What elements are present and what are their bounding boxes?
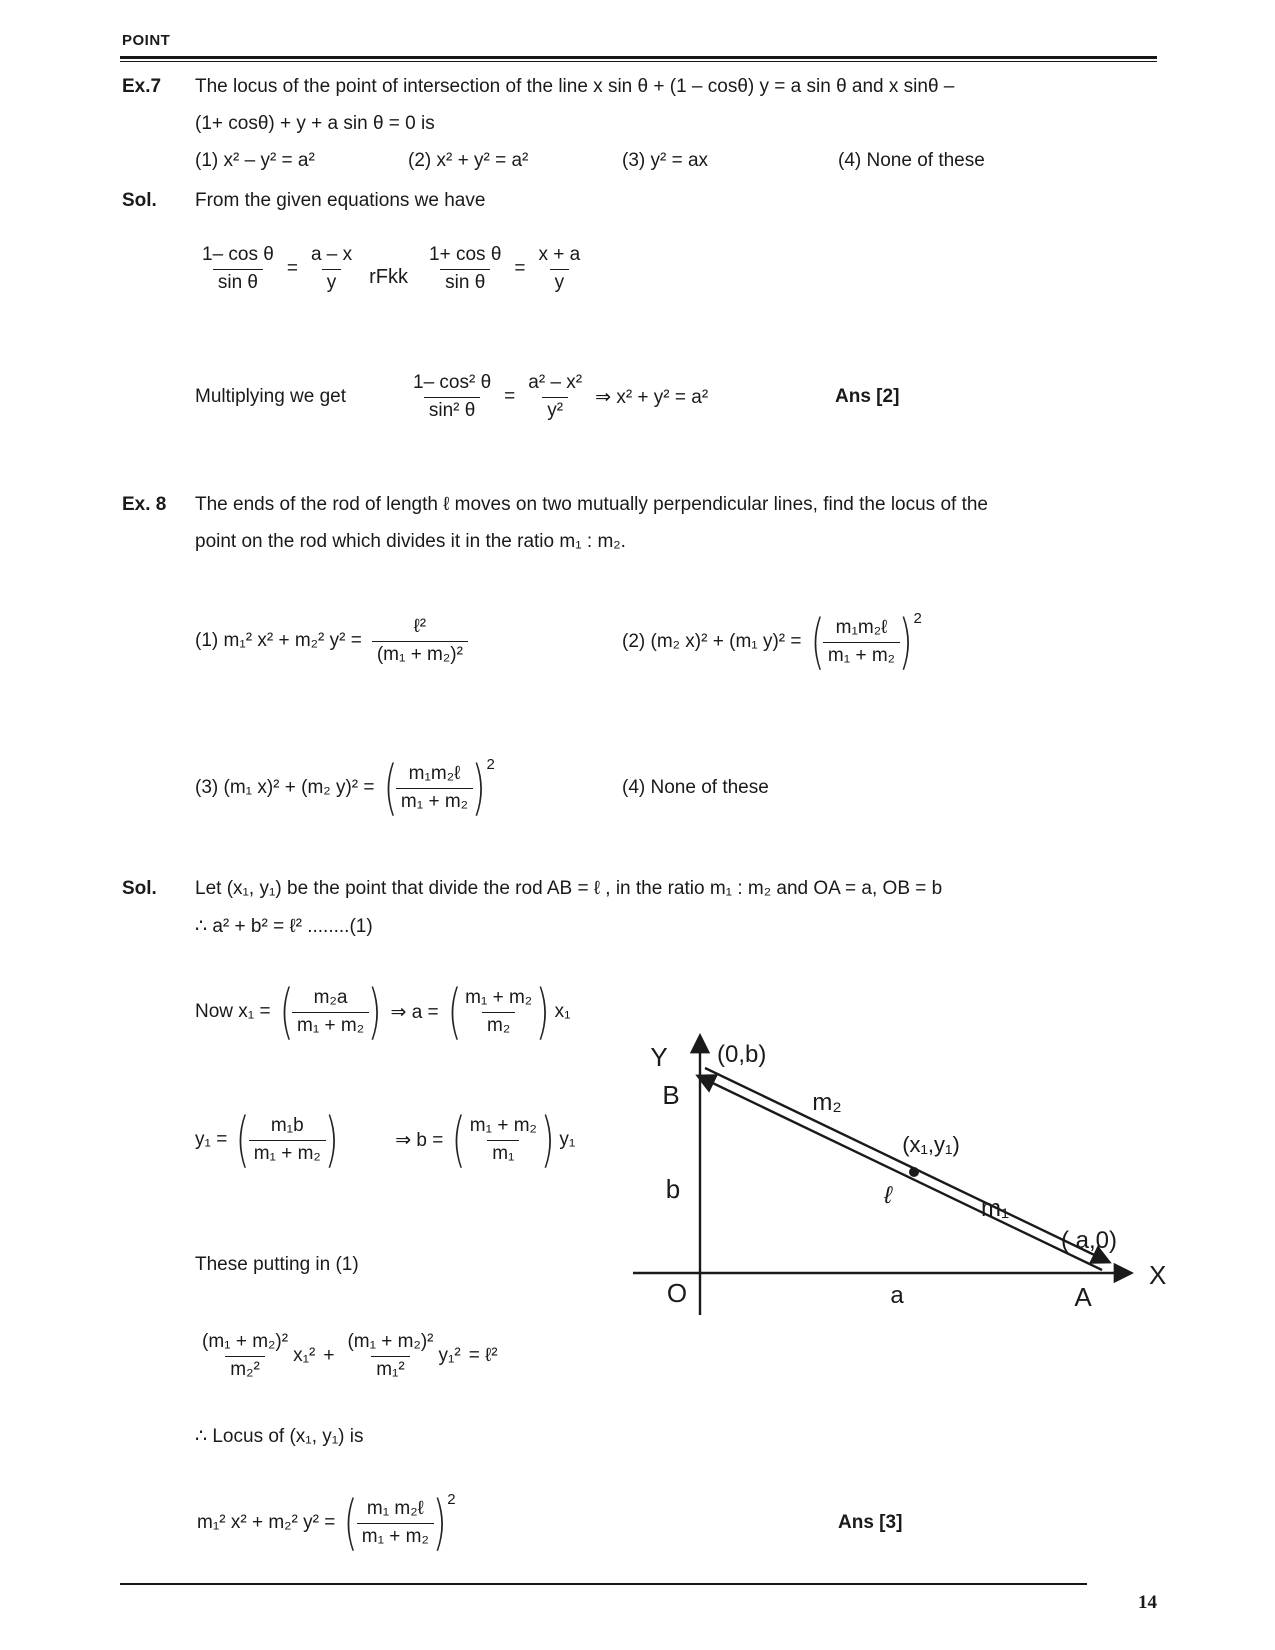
fraction: $\frac{\text{m₁ + m₂}}{\text{m₂}}$ — [465, 987, 533, 1036]
squared-exponent: 2 — [913, 609, 922, 627]
option1-fraction: $\frac{\text{ℓ²}}{\text{(m₁ + m₂)²}}$ — [372, 616, 468, 666]
m2-label: m₂ — [812, 1089, 842, 1116]
ex7-label: Ex.7 — [122, 76, 162, 97]
squared-exponent: 2 — [486, 755, 495, 773]
b-paren-fraction — [452, 1104, 555, 1175]
rod-upper-line — [705, 1068, 1109, 1262]
point-x1y1-dot — [909, 1167, 919, 1177]
x1-lhs: Now x₁ = — [195, 1001, 271, 1022]
ex8-substituted-equation — [197, 1312, 506, 1400]
squared-exponent: 2 — [447, 1490, 456, 1508]
y1-factor: y₁ — [559, 1129, 576, 1150]
fraction-1mcos2-over-sin2: $\frac{\text{1– cos² θ}}{\text{sin² θ}}$ — [413, 372, 492, 421]
point-x1y1-label: (x₁,y₁) — [902, 1132, 960, 1157]
page-number: 14 — [1138, 1592, 1157, 1613]
ex8-equation-x1 — [195, 968, 571, 1056]
right-paren: ) — [898, 606, 913, 677]
ex8-locus-text: ∴ Locus of (x₁, y₁) is — [195, 1426, 364, 1447]
fraction: $\frac{\text{m₁ m₂ℓ}}{\text{m₁ + m₂}}$ — [357, 1498, 434, 1548]
length-b-label: b — [665, 1174, 681, 1204]
ex7-mult-text: Multiplying we get — [195, 386, 347, 407]
fraction: $\frac{\text{m₂a}}{\text{m₁ + m₂}}$ — [292, 987, 369, 1037]
right-paren: ) — [367, 976, 382, 1047]
a-paren-fraction — [447, 976, 550, 1047]
ex8-option-4: (4) None of these — [622, 777, 769, 798]
fraction: $\frac{\text{m₁ + m₂}}{\text{m₁}}$ — [469, 1115, 537, 1164]
ex8-putting-text: These putting in (1) — [195, 1254, 359, 1275]
left-paren: ( — [383, 752, 398, 823]
plus-sign: + — [323, 1345, 335, 1366]
fraction-1pcos-over-sin: $\frac{\text{1+ cos θ}}{\text{sin θ}}$ — [429, 244, 502, 293]
fraction-xpa-over-y: $\frac{x + a}{y}$ — [538, 244, 581, 293]
ex7-sol-intro: From the given equations we have — [195, 190, 486, 211]
point-a-label: A — [1074, 1282, 1092, 1312]
implies-b: ⇒ b = — [395, 1129, 444, 1151]
ex8-answer: Ans [3] — [838, 1512, 903, 1533]
ex8-label: Ex. 8 — [122, 494, 167, 515]
x-axis-label: X — [1149, 1260, 1167, 1290]
left-paren: ( — [452, 1104, 467, 1175]
right-paren: ) — [471, 752, 486, 823]
equals-sign: = — [286, 258, 298, 279]
ex8-final-equation — [197, 1478, 456, 1568]
equals-l-squared: = ℓ² — [468, 1345, 498, 1366]
option3-paren-fraction — [383, 752, 495, 823]
y1-lhs: y₁ = — [195, 1129, 228, 1150]
option2-paren-fraction — [810, 606, 922, 677]
x1-squared: x₁² — [293, 1345, 316, 1366]
option1-lhs: (1) m₁² x² + m₂² y² = — [195, 630, 362, 651]
fraction-m1pm2-over-m1sq: $\frac{\text{(m₁ + m₂)²}}{\text{m₁²}}$ — [347, 1331, 434, 1380]
fraction: $\frac{\text{m₁b}}{\text{m₁ + m₂}}$ — [249, 1115, 326, 1165]
x-intercept-label: ( a,0) — [1061, 1227, 1118, 1254]
option2-lhs: (2) (m₂ x)² + (m₁ y)² = — [622, 631, 802, 652]
x1-factor: x₁ — [554, 1001, 571, 1022]
ex7-options-row — [0, 148, 1275, 176]
fraction: $\frac{\text{m₁m₂ℓ}}{\text{m₁ + m₂}}$ — [396, 763, 473, 813]
m1-label: m₁ — [980, 1195, 1010, 1222]
ex7-option-3: (3) y² = ax — [622, 150, 709, 171]
right-paren: ) — [540, 1104, 555, 1175]
point-b-label: B — [662, 1080, 680, 1110]
y-axis-label: Y — [650, 1042, 668, 1072]
right-paren: ) — [432, 1487, 447, 1558]
fraction-m1pm2-over-m2sq: $\frac{\text{(m₁ + m₂)²}}{\text{m₂²}}$ — [202, 1331, 289, 1380]
ex8-option-3 — [195, 738, 495, 838]
ex8-option-1 — [195, 598, 468, 684]
final-lhs: m₁² x² + m₂² y² = — [197, 1512, 336, 1533]
fraction-amx-over-y: $\frac{a - x}{y}$ — [310, 244, 353, 293]
ex8-question-line2: point on the rod which divides it in the ratio m₁ : m₂. — [195, 531, 626, 552]
option3-lhs: (3) (m₁ x)² + (m₂ y)² = — [195, 777, 375, 798]
equals-sign: = — [514, 258, 526, 279]
left-paren: ( — [279, 976, 294, 1047]
right-paren: ) — [324, 1104, 339, 1175]
origin-label: O — [666, 1278, 688, 1308]
ex7-option-1: (1) x² – y² = a² — [195, 150, 315, 171]
ex8-question-line1: The ends of the rod of length ℓ moves on two mutually perpendicular lines, find the locus of the — [195, 494, 988, 515]
rod-lower-line — [698, 1076, 1102, 1270]
ex7-option-4: (4) None of these — [838, 150, 985, 171]
equals-sign: = — [504, 386, 516, 407]
fraction-1mcos-over-sin: $\frac{\text{1– cos θ}}{\text{sin θ}}$ — [202, 244, 274, 293]
left-paren: ( — [447, 976, 462, 1047]
final-paren-fraction — [344, 1487, 456, 1558]
y1-paren-fraction — [235, 1104, 339, 1175]
left-paren: ( — [810, 606, 825, 677]
y1-squared: y₁² — [438, 1345, 461, 1366]
length-a-label: a — [890, 1282, 904, 1309]
left-paren: ( — [344, 1487, 359, 1558]
implication-result: ⇒ x² + y² = a² — [595, 386, 709, 408]
rod-length-label: ℓ — [884, 1182, 892, 1209]
header-rule — [120, 56, 1157, 62]
rod-axes-diagram — [615, 1000, 1175, 1320]
conjunction-text: rFkk — [369, 265, 409, 288]
ex8-sol-label: Sol. — [122, 878, 157, 899]
right-paren: ) — [535, 976, 550, 1047]
ex7-equation-1 — [197, 238, 585, 300]
fraction: $\frac{\text{m₁m₂ℓ}}{\text{m₁ + m₂}}$ — [823, 617, 900, 667]
ex7-question-line2: (1+ cosθ) + y + a sin θ = 0 is — [195, 113, 435, 134]
ex7-answer: Ans [2] — [835, 386, 900, 407]
ex7-question-line1: The locus of the point of intersection of the line x sin θ + (1 – cosθ) y = a sin θ and x sinθ – — [195, 76, 955, 97]
ex8-sol-line2: ∴ a² + b² = ℓ² ........(1) — [195, 916, 373, 937]
ex8-sol-line1: Let (x₁, y₁) be the point that divide the rod AB = ℓ , in the ratio m₁ : m₂ and OA = a, OB = b — [195, 878, 943, 899]
left-paren: ( — [235, 1104, 251, 1175]
ex8-option-2 — [622, 592, 922, 692]
ex8-equation-y1 — [195, 1096, 575, 1184]
fraction-a2mx2-over-y2: $\frac{\text{a² – x²}}{\text{y²}}$ — [528, 372, 583, 421]
x1-paren-fraction — [279, 976, 382, 1047]
y-intercept-label: (0,b) — [717, 1041, 767, 1068]
ex7-sol-label: Sol. — [122, 190, 157, 211]
implies-a: ⇒ a = — [390, 1001, 439, 1023]
ex7-option-2: (2) x² + y² = a² — [408, 150, 529, 171]
ex7-equation-2 — [408, 354, 716, 440]
page-title: POINT — [122, 32, 171, 49]
footer-rule — [120, 1583, 1087, 1585]
